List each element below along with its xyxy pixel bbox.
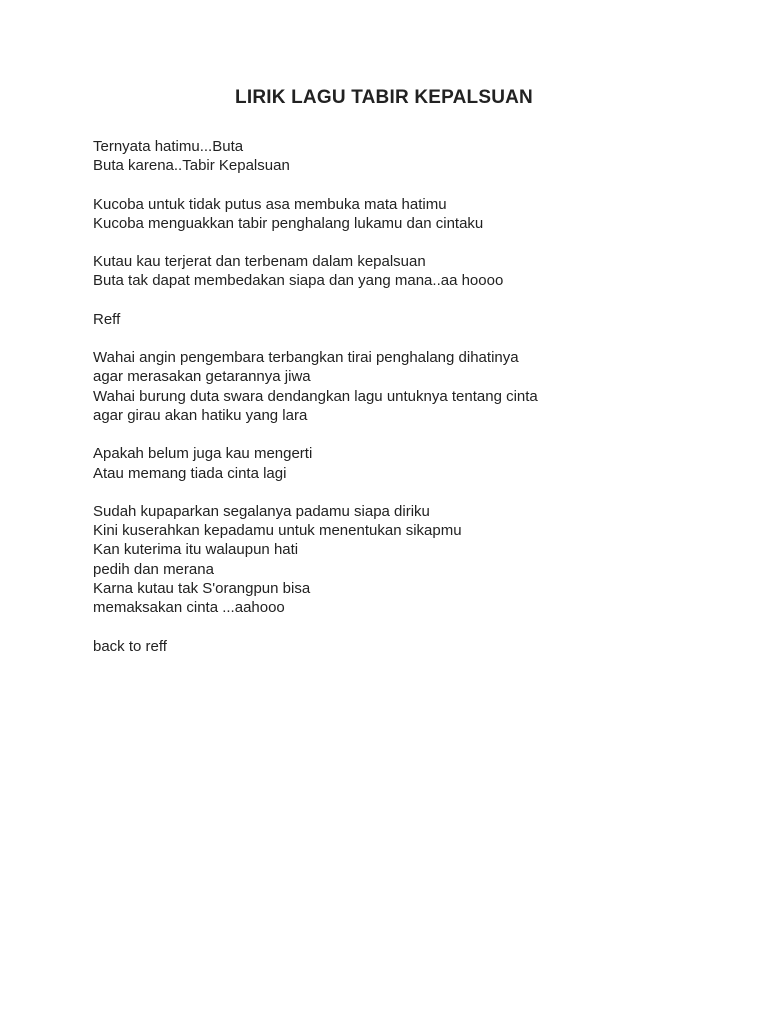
lyric-line: Karna kutau tak S'orangpun bisa	[93, 580, 311, 598]
stanza-back-to-reff	[93, 637, 713, 656]
lyric-line: agar merasakan getarannya jiwa	[93, 368, 311, 386]
lyric-line: Buta tak dapat membedakan siapa dan yang mana..aa hoooo	[93, 272, 504, 290]
reff-label: Reff	[93, 310, 121, 328]
lyric-line: Wahai burung duta swara dendangkan lagu untuknya tentang cinta	[93, 387, 538, 405]
lyric-line: Kini kuserahkan kepadamu untuk menentukan sikapmu	[93, 522, 462, 540]
stanza	[93, 195, 713, 234]
lyrics-body	[93, 137, 713, 675]
lyric-line: Atau memang tiada cinta lagi	[93, 464, 287, 482]
lyric-line: Kutau kau terjerat dan terbenam dalam kepalsuan	[93, 253, 426, 271]
stanza	[93, 348, 713, 425]
stanza	[93, 252, 713, 291]
lyric-line: Ternyata hatimu...Buta	[93, 138, 244, 155]
lyric-line: Kan kuterima itu walaupun hati	[93, 541, 299, 559]
lyric-line: memaksakan cinta ...aahooo	[93, 599, 285, 617]
lyric-line: Apakah belum juga kau mengerti	[93, 445, 313, 463]
stanza	[93, 502, 713, 618]
stanza	[93, 137, 713, 176]
lyric-line: Kucoba menguakkan tabir penghalang lukamu dan cintaku	[93, 214, 484, 232]
lyric-line: Wahai angin pengembara terbangkan tirai penghalang dihatinya	[93, 349, 519, 367]
lyric-line: pedih dan merana	[93, 560, 214, 578]
lyric-line: Sudah kupaparkan segalanya padamu siapa diriku	[93, 502, 430, 520]
back-to-reff-label: back to reff	[93, 637, 167, 655]
lyric-line: Kucoba untuk tidak putus asa membuka mata hatimu	[93, 195, 447, 213]
lyric-line: Buta karena..Tabir Kepalsuan	[93, 157, 290, 175]
stanza	[93, 444, 713, 483]
lyric-line: agar girau akan hatiku yang lara	[93, 406, 308, 424]
stanza-reff-label	[93, 310, 713, 329]
page-title: LIRIK LAGU TABIR KEPALSUAN	[235, 87, 533, 108]
